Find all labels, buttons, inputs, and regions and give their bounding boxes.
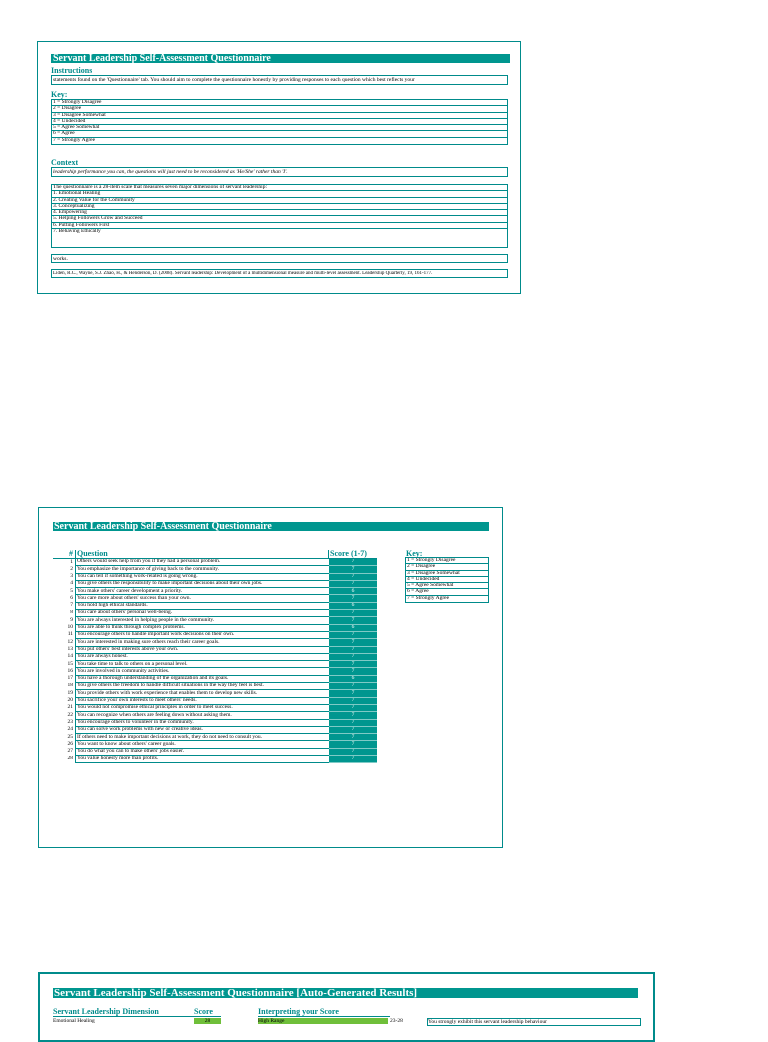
score-cell[interactable]: 7	[329, 690, 378, 697]
score-cell[interactable]: 7	[329, 646, 378, 653]
question-number: 4	[70, 580, 73, 587]
question-text: You encourage others to handle important work decisions on their own.	[76, 631, 329, 638]
score-cell[interactable]: 7	[329, 653, 378, 660]
question-number: 28	[67, 755, 73, 762]
question-number: 5	[70, 587, 73, 594]
question-row	[53, 704, 377, 711]
question-number: 11	[67, 631, 73, 638]
question-number: 15	[67, 660, 73, 667]
key-item: 6 = Agree	[406, 589, 488, 595]
question-number: 18	[67, 682, 73, 689]
works-text: works.	[53, 256, 68, 262]
score-cell[interactable]: 6	[329, 675, 378, 682]
question-row	[53, 653, 377, 660]
interpretation-header: Interpreting your Score	[258, 1007, 390, 1017]
key-item: 2 = Disagree	[52, 106, 507, 112]
question-number: 8	[70, 609, 73, 616]
questions-body	[53, 559, 377, 763]
question-row	[53, 617, 377, 624]
dimension-item: 4. Empowering	[52, 210, 507, 216]
question-row	[53, 595, 377, 602]
score-cell[interactable]: 7	[329, 661, 378, 668]
dimension-item: 2. Creating Value for the Community	[52, 198, 507, 204]
question-row	[53, 631, 377, 638]
key-item: 3 = Disagree Somewhat	[52, 113, 507, 119]
question-text: You take time to talk to others on a personal level.	[76, 661, 329, 668]
question-text: You are always honest.	[76, 653, 329, 660]
instructions-heading: Instructions	[51, 67, 93, 75]
question-row	[53, 748, 377, 755]
question-text: You do what you can to make others' jobs easier.	[76, 748, 329, 755]
question-text: You provide others with work experience that enables them to develop new skills.	[76, 690, 329, 697]
question-number: 24	[67, 726, 73, 733]
question-text: You would not compromise ethical principles in order to meet success.	[76, 704, 329, 711]
reference-text: Liden, R.C., Wayne, S.J. Zhao, H., & Henderson, D. (2008). Servant leadership: Development of a multidimensional measure and multi-level assessment. Leadership Quarterly, 19, 161-177.	[53, 271, 433, 276]
dimension-item: 1. Emotional Healing	[52, 191, 507, 197]
question-row	[53, 602, 377, 609]
dimension-item: 3. Conceptualizing	[52, 204, 507, 210]
question-text: You care more about others' success than your own.	[76, 595, 329, 602]
question-text: Others would seek help from you if they had a personal problem.	[76, 559, 329, 566]
dimension-header: Servant Leadership Dimension	[53, 1007, 194, 1017]
score-cell[interactable]: 7	[329, 617, 378, 624]
sheet-title-banner: Servant Leadership Self-Assessment Questionnaire	[51, 54, 510, 63]
question-number: 22	[67, 711, 73, 718]
score-cell[interactable]: 7	[329, 726, 378, 733]
question-number: 21	[67, 704, 73, 711]
question-row	[53, 690, 377, 697]
instructions-text: statements found on the 'Questionnaire' tab. You should aim to complete the questionnaire honestly by providing responses to each question which best reflects your	[53, 77, 415, 83]
score-cell[interactable]: 6	[329, 624, 378, 631]
question-number: 12	[67, 638, 73, 645]
header-question: Question	[76, 550, 329, 559]
context-box	[51, 167, 508, 177]
dimensions-intro: The questionnaire is a 28-item scale that measures seven major dimensions of servant leadership:	[52, 185, 507, 191]
question-text: You have a thorough understanding of the organization and its goals.	[76, 675, 329, 682]
question-text: You emphasize the importance of giving back to the community.	[76, 566, 329, 573]
question-text: You want to know about others' career goals.	[76, 741, 329, 748]
question-row	[53, 639, 377, 646]
score-cell[interactable]: 7	[329, 595, 378, 602]
questionnaire-sheet	[38, 507, 503, 848]
key-item: 6 = Agree	[52, 131, 507, 137]
range-label: High Range	[258, 1018, 388, 1024]
key-item: 1 = Strongly Disagree	[406, 558, 488, 564]
key-item: 7 = Strongly Agree	[53, 137, 96, 143]
question-row	[53, 734, 377, 741]
dimension-item: 7. Behaving Ethically	[53, 229, 101, 235]
key-item: 4 = Undecided	[52, 119, 507, 125]
question-text: You are interested in making sure others reach their career goals.	[76, 639, 329, 646]
dimension-score: 28	[194, 1018, 221, 1024]
dimension-name: Emotional Healing	[53, 1018, 95, 1024]
question-row	[53, 624, 377, 631]
question-row	[53, 646, 377, 653]
question-row	[53, 756, 377, 763]
question-number: 14	[67, 653, 73, 660]
key-item: 3 = Disagree Somewhat	[406, 571, 488, 577]
score-cell[interactable]: 7	[329, 741, 378, 748]
context-text: leadership performance you can, the questions will just need to be reconsidered as 'He/She' rather than 'I'.	[53, 169, 288, 175]
key-list	[51, 99, 508, 145]
question-row	[53, 588, 377, 595]
question-number: 3	[70, 573, 73, 579]
questionnaire-table	[53, 550, 377, 763]
question-row	[53, 668, 377, 675]
results-sheet	[38, 972, 655, 1042]
question-text: You give others the responsibility to make important decisions about their own jobs.	[76, 580, 329, 587]
question-number: 1	[70, 558, 73, 565]
score-cell[interactable]: 7	[329, 712, 378, 719]
header-number: #	[53, 550, 76, 559]
reference-box	[51, 269, 508, 278]
question-number: 20	[67, 697, 73, 704]
score-cell[interactable]: 7	[329, 748, 378, 755]
question-row	[53, 683, 377, 690]
question-number: 6	[70, 594, 73, 601]
key-heading: Key:	[51, 91, 68, 99]
score-cell[interactable]: 7	[329, 580, 378, 587]
question-number: 19	[67, 689, 73, 696]
score-cell[interactable]: 7	[329, 756, 378, 763]
sheet-title-banner: Servant Leadership Self-Assessment Questionnaire	[53, 522, 489, 531]
question-text: You put others' best interests above your own.	[76, 646, 329, 653]
score-cell[interactable]: 7	[329, 734, 378, 741]
score-cell[interactable]: 7	[329, 566, 378, 573]
score-cell[interactable]: 7	[329, 668, 378, 675]
key-heading: Key:	[406, 550, 423, 558]
key-item: 1 = Strongly Disagree	[52, 100, 507, 106]
question-row	[53, 580, 377, 587]
score-cell[interactable]: 7	[329, 719, 378, 726]
question-number: 13	[67, 646, 73, 652]
question-text: You are always interested in helping people in the community.	[76, 617, 329, 624]
instructions-box	[51, 75, 508, 85]
score-cell[interactable]: 7	[329, 610, 378, 617]
score-cell[interactable]: 7	[329, 639, 378, 646]
score-cell[interactable]: 7	[329, 559, 378, 566]
question-number: 2	[70, 565, 73, 572]
question-text: You give others the freedom to handle difficult situations in the way they feel is best.	[76, 683, 329, 690]
question-row	[53, 741, 377, 748]
table-header	[53, 550, 377, 559]
dimensions-list	[51, 184, 508, 248]
score-cell[interactable]: 7	[329, 704, 378, 711]
score-cell[interactable]: 6	[329, 588, 378, 595]
key-item: 4 = Undecided	[406, 577, 488, 583]
question-number: 16	[67, 667, 73, 674]
question-row	[53, 661, 377, 668]
score-cell[interactable]: 6	[329, 602, 378, 609]
score-cell[interactable]: 7	[329, 683, 378, 690]
question-text: You are able to think through complex problems.	[76, 624, 329, 631]
question-text: You hold high ethical standards.	[76, 602, 329, 609]
key-item: 5 = Agree Somewhat	[52, 125, 507, 131]
question-text: You value honesty more than profits.	[76, 756, 329, 763]
dimension-item: 6. Putting Followers First	[52, 223, 507, 229]
score-cell[interactable]: 7	[329, 573, 378, 580]
question-row	[53, 566, 377, 573]
question-number: 23	[67, 719, 73, 725]
question-number: 25	[67, 733, 73, 740]
question-text: You care about others' personal well-being.	[76, 610, 329, 617]
question-row	[53, 559, 377, 566]
question-text: You are involved in community activities.	[76, 668, 329, 675]
question-row	[53, 726, 377, 733]
question-text: If others need to make important decisions at work, they do not need to consult you.	[76, 734, 329, 741]
question-row	[53, 610, 377, 617]
question-text: You sacrifice your own interests to meet others' needs.	[76, 697, 329, 704]
score-cell[interactable]: 7	[329, 631, 378, 638]
question-text: You can recognize when others are feeling down without asking them.	[76, 712, 329, 719]
question-number: 27	[67, 748, 73, 755]
dimension-item: 5. Helping Followers Grow and Succeed	[52, 216, 507, 222]
question-number: 9	[70, 616, 73, 623]
question-text: You can solve work problems with new or creative ideas.	[76, 726, 329, 733]
sheet-title-banner: Servant Leadership Self-Assessment Questionnaire [Auto-Generated Results]	[53, 988, 638, 998]
key-list	[405, 557, 489, 603]
range-description: You strongly exhibit this servant leadership behaviour	[427, 1018, 641, 1026]
key-item: 2 = Disagree	[406, 564, 488, 570]
context-heading: Context	[51, 159, 79, 167]
question-row	[53, 712, 377, 719]
question-number: 10	[67, 624, 73, 631]
question-row	[53, 719, 377, 726]
key-item: 5 = Agree Somewhat	[406, 583, 488, 589]
question-number: 26	[67, 740, 73, 747]
question-row	[53, 675, 377, 682]
question-text: You can tell if something work-related is going wrong.	[76, 573, 329, 580]
key-item: 7 = Strongly Agree	[407, 595, 450, 601]
question-text: You encourage others to volunteer in the community.	[76, 719, 329, 726]
score-cell[interactable]: 7	[329, 697, 378, 704]
question-text: You make others' career development a priority.	[76, 588, 329, 595]
works-box	[51, 254, 508, 263]
score-header: Score	[194, 1007, 221, 1017]
question-row	[53, 573, 377, 580]
question-number: 7	[70, 602, 73, 609]
range-value: 23-28	[390, 1018, 403, 1024]
question-number: 17	[67, 675, 73, 682]
header-score: Score (1-7)	[329, 550, 378, 559]
question-row	[53, 697, 377, 704]
instructions-sheet	[37, 41, 521, 294]
